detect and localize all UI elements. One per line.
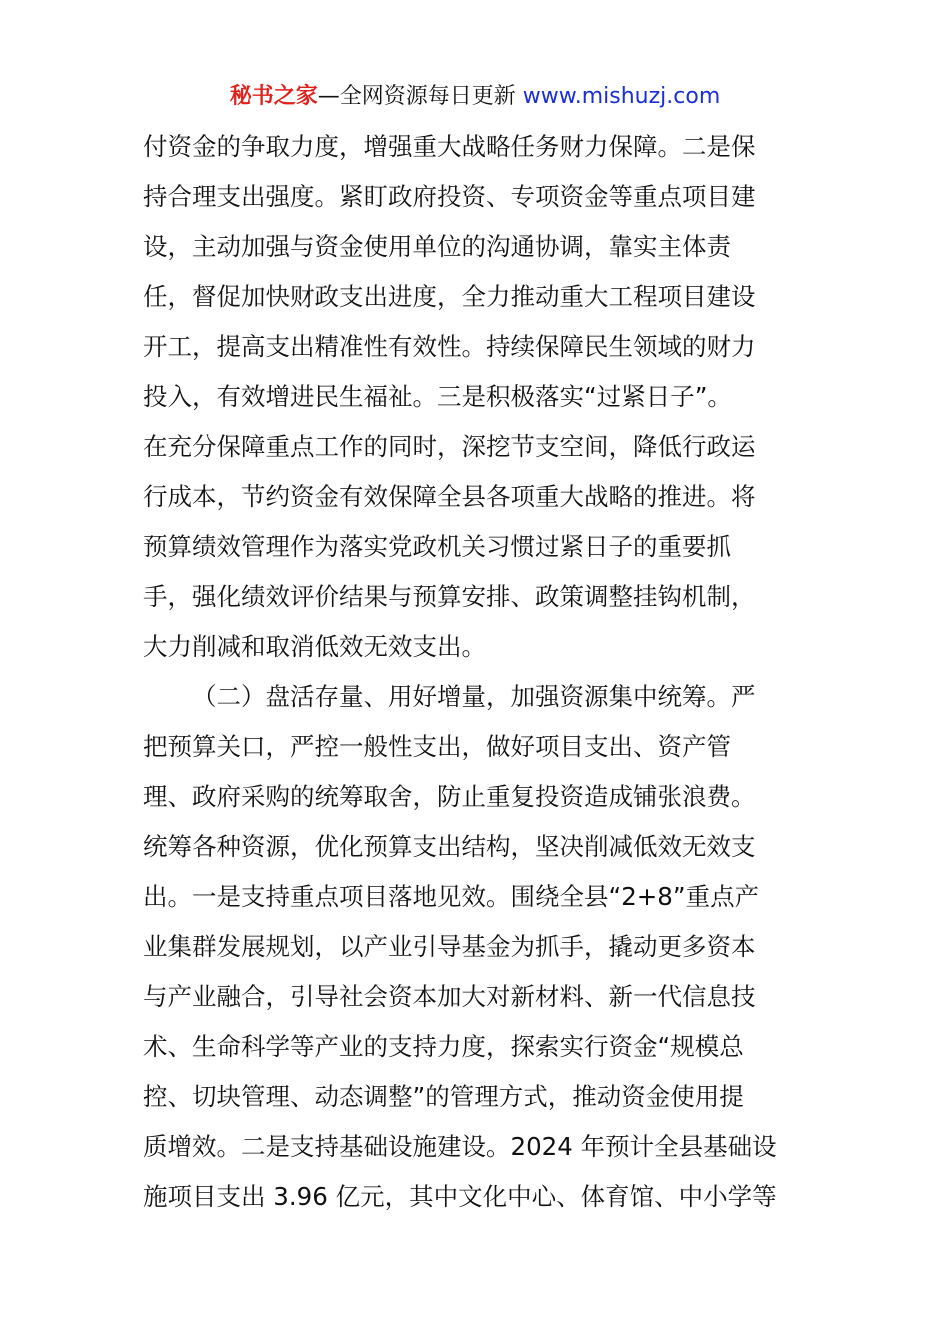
text-line: 施项目支出 3.96 亿元，其中文化中心、体育馆、中小学等	[143, 1182, 777, 1211]
section-heading-line: （二）盘活存量、用好增量，加强资源集中统筹。严	[192, 682, 756, 711]
text-line: 把预算关口，严控一般性支出，做好项目支出、资产管	[143, 732, 731, 761]
page-header	[0, 80, 950, 114]
text-line: 质增效。二是支持基础设施建设。2024 年预计全县基础设	[143, 1132, 777, 1161]
text-line: 持合理支出强度。紧盯政府投资、专项资金等重点项目建	[143, 182, 756, 211]
text-line: 控、切块管理、动态调整”的管理方式，推动资金使用提	[143, 1082, 744, 1111]
text-line: 术、生命科学等产业的支持力度，探索实行资金“规模总	[143, 1032, 744, 1061]
text-line: 开工，提高支出精准性有效性。持续保障民生领域的财力	[143, 332, 756, 361]
text-line: 理、政府采购的统筹取舍，防止重复投资造成铺张浪费。	[143, 782, 756, 811]
text-line: 出。一是支持重点项目落地见效。围绕全县“2+8”重点产	[143, 882, 760, 911]
text-line: 统筹各种资源，优化预算支出结构，坚决削减低效无效支	[143, 832, 756, 861]
text-line: 设，主动加强与资金使用单位的沟通协调，靠实主体责	[143, 232, 731, 261]
text-line: 任，督促加快财政支出进度，全力推动重大工程项目建设	[143, 282, 756, 311]
document-body	[143, 122, 807, 1222]
text-line: 大力削减和取消低效无效支出。	[143, 632, 486, 661]
text-line: 与产业融合，引导社会资本加大对新材料、新一代信息技	[143, 982, 756, 1011]
brand-name: 秘书之家	[229, 84, 318, 109]
text-line: 投入，有效增进民生福祉。三是积极落实“过紧日子”。	[143, 382, 732, 411]
site-url: www.mishuzj.com	[522, 84, 721, 109]
text-line: 手，强化绩效评价结果与预算安排、政策调整挂钩机制，	[143, 582, 756, 611]
header-tagline: —全网资源每日更新	[317, 84, 523, 109]
text-line: 行成本，节约资金有效保障全县各项重大战略的推进。将	[143, 482, 756, 511]
text-line: 在充分保障重点工作的同时，深挖节支空间，降低行政运	[143, 432, 756, 461]
text-line: 预算绩效管理作为落实党政机关习惯过紧日子的重要抓	[143, 532, 731, 561]
text-line: 付资金的争取力度，增强重大战略任务财力保障。二是保	[143, 132, 756, 161]
text-line: 业集群发展规划，以产业引导基金为抓手，撬动更多资本	[143, 932, 756, 961]
